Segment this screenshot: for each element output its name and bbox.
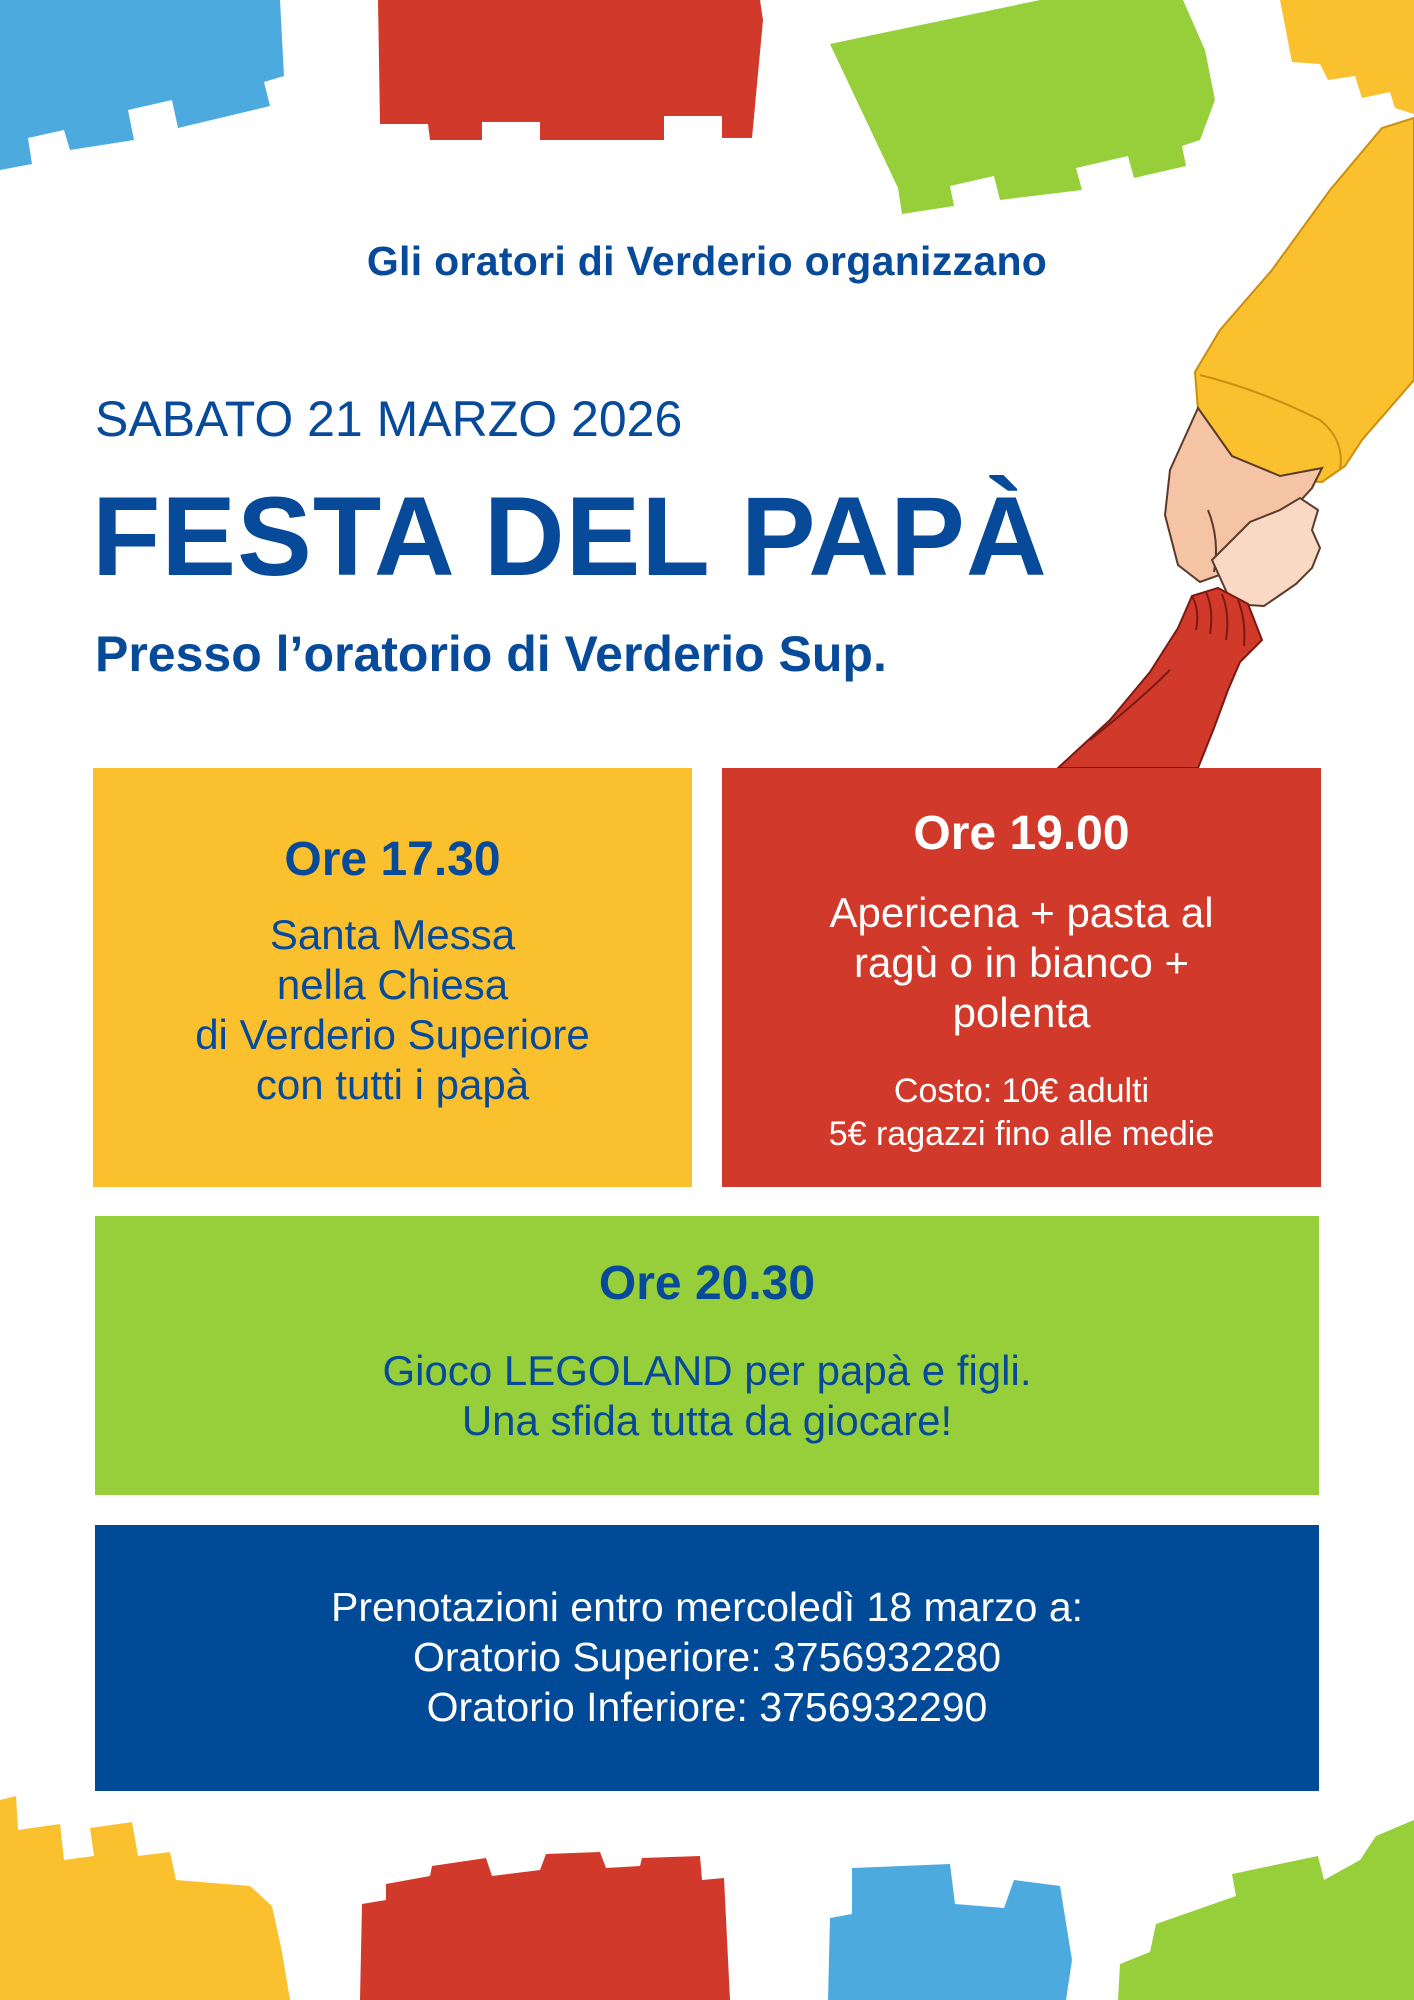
lego-brick-icon: [0, 1796, 290, 2000]
mass-line: nella Chiesa: [276, 961, 509, 1008]
venue-line: Presso l’oratorio di Verderio Sup.: [95, 626, 887, 682]
dinner-line: ragù o in bianco +: [853, 939, 1190, 986]
event-date: SABATO 21 MARZO 2026: [95, 391, 683, 447]
lego-brick-icon: [828, 1864, 1072, 2000]
dinner-event-box: [722, 768, 1321, 1187]
game-line: Una sfida tutta da giocare!: [461, 1397, 953, 1444]
mass-time: Ore 17.30: [284, 833, 501, 886]
lego-brick-icon: [0, 0, 284, 170]
booking-phone-superiore: Oratorio Superiore: 3756932280: [412, 1634, 1002, 1680]
dinner-description: [722, 888, 1321, 1038]
lego-brick-icon: [378, 0, 763, 140]
mass-line: di Verderio Superiore: [195, 1011, 590, 1058]
game-line: Gioco LEGOLAND per papà e figli.: [382, 1347, 1032, 1394]
lego-brick-icon: [1118, 1820, 1414, 2000]
dinner-time: Ore 19.00: [913, 807, 1130, 860]
dinner-cost: [722, 1070, 1321, 1156]
page-title: FESTA DEL PAPÀ: [92, 474, 1048, 599]
game-description: [95, 1346, 1319, 1446]
booking-info: [95, 1582, 1319, 1732]
game-event-box: [95, 1216, 1319, 1495]
booking-box: [95, 1525, 1319, 1791]
mass-line: Santa Messa: [269, 911, 516, 958]
mass-event-box: [93, 768, 692, 1187]
cost-line: 5€ ragazzi fino alle medie: [828, 1115, 1215, 1153]
mass-description: [93, 910, 692, 1110]
lego-brick-icon: [360, 1852, 730, 2000]
booking-deadline: Prenotazioni entro mercoledì 18 marzo a:: [330, 1584, 1084, 1630]
mass-line: con tutti i papà: [255, 1061, 530, 1108]
dinner-line: Apericena + pasta al: [829, 889, 1214, 936]
dinner-line: polenta: [952, 989, 1091, 1036]
holding-hands-illustration: [1058, 118, 1414, 768]
cost-line: Costo: 10€ adulti: [893, 1072, 1150, 1110]
lego-brick-icon: [1280, 0, 1414, 114]
game-time: Ore 20.30: [598, 1257, 816, 1310]
lego-brick-icon: [830, 0, 1215, 214]
booking-phone-inferiore: Oratorio Inferiore: 3756932290: [426, 1684, 988, 1730]
organizer-line: Gli oratori di Verderio organizzano: [366, 238, 1048, 284]
